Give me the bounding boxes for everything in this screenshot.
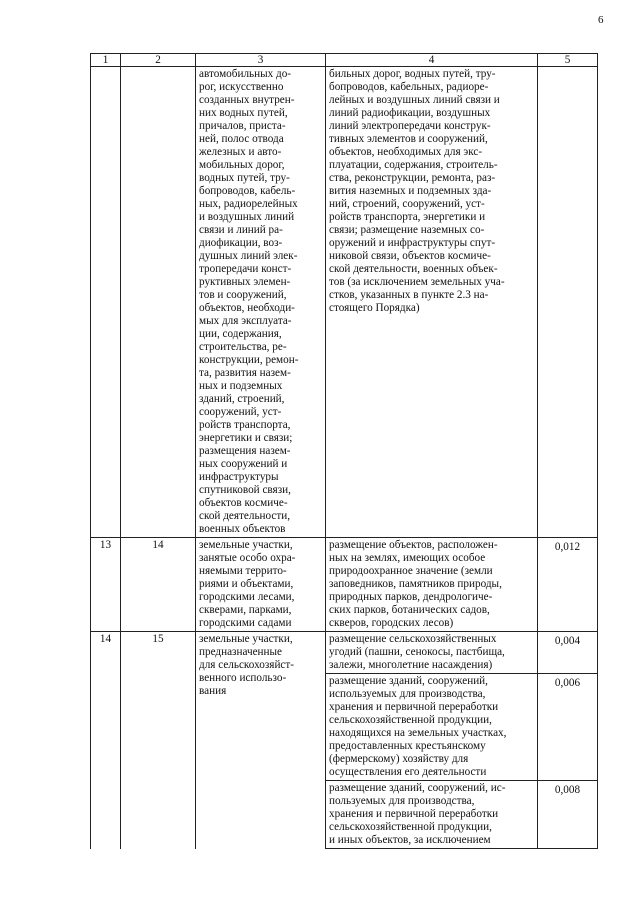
tariff-table (90, 53, 598, 849)
land-category-cell (196, 632, 326, 849)
usage-text: размещение сельскохозяйственных угодий (пашни, сенокосы, пастбища, залежи, многолетние насаждения) (329, 633, 505, 671)
usage-cell (326, 781, 538, 849)
table-row-13 (91, 538, 598, 632)
rate-cell (538, 538, 598, 632)
rate-cell (538, 781, 598, 849)
usage-cell (326, 632, 538, 674)
rate-value: 0,004 (554, 635, 581, 647)
page-number: 6 (598, 14, 604, 26)
header-col-3: 3 (196, 54, 326, 67)
land-category-text: земельные участки, предназначенные для сельскохозяйст- венного использо- вания (199, 633, 295, 697)
header-col-5: 5 (538, 54, 598, 67)
table-row-continued (91, 67, 598, 538)
usage-text: бильных дорог, водных путей, тру- бопроводов, кабельных, радиоре- лейных и воздушных линий связи и линий радиофикации, воздушных линий электропередачи конструк- тивных элементов и сооружений, объектов, необходимых для экс- плуатации, содержания, строитель- ства, реконструкции, ремонта, раз- вития наземных и подземных зда- ний, строений, сооружений, уст- ройств транспорта, энергетики и связи; размещение наземных со- оружений и инфраструктуры спут- никовой связи, объектов космиче- ской деятельности, военных объек- тов (за исключением земельных уча- стков, указанных в пункте 2.3 на- стоящего Порядка) (329, 68, 505, 314)
table-row-14 (91, 632, 598, 674)
rate-value: 0,012 (554, 541, 581, 553)
rate-cell (538, 674, 598, 781)
rate-value: 0,006 (554, 677, 581, 689)
header-col-1: 1 (91, 54, 121, 67)
code-cell: 15 (121, 632, 196, 849)
code-cell: 14 (121, 538, 196, 632)
rate-cell (538, 632, 598, 674)
rate-cell (538, 67, 598, 538)
row-number-cell (91, 67, 121, 538)
usage-text: размещение зданий, сооружений, используемых для производства, хранения и первичной переработки сельскохозяйственной продукции, находящихся на земельных участках, предоставленных крестьянскому (фермерскому) хозяйству для осуществления его деятельности (329, 675, 507, 778)
header-col-4: 4 (326, 54, 538, 67)
row-number-cell: 14 (91, 632, 121, 849)
usage-text: размещение зданий, сооружений, ис- пользуемых для производства, хранения и первичной переработки сельскохозяйственной продукции, и иных объектов, за исключением (329, 782, 506, 846)
rate-value: 0,008 (554, 784, 581, 796)
land-category-text: автомобильных до- рог, искусственно созданных внутрен- них водных путей, причалов, приста- ней, полос отвода железных и авто- мобильных дорог, водных путей, тру- бопроводов, кабель- ных, радиорелейных и воздушных линий связи и линий ра- диофикации, воз- душных линий элек- тропередачи конст- руктивных элемен- тов и сооружений, объектов, необходи- мых для эксплуата- ции, содержания, строительства, ре- конструкции, ремон- та, развития назем- ных и подземных зданий, строений, сооружений, уст- ройств транспорта, энергетики и связи; размещения назем- ных сооружений и инфраструктуры спутниковой связи, объектов космиче- ской деятельности, военных объектов (199, 68, 299, 535)
usage-cell (326, 538, 538, 632)
row-number-cell: 13 (91, 538, 121, 632)
table-header-row (91, 54, 598, 67)
land-category-text: земельные участки, занятые особо охра- няемыми террито- риями и объектами, городскими лесами, скверами, парками, городскими садами (199, 539, 296, 629)
header-col-2: 2 (121, 54, 196, 67)
code-cell (121, 67, 196, 538)
land-category-cell (196, 538, 326, 632)
usage-cell (326, 67, 538, 538)
usage-text: размещение объектов, расположен- ных на землях, имеющих особое природоохранное значение (земли заповедников, памятников природы, природных парков, дендрологиче- ских парков, ботанических садов, скверов, городских лесов) (329, 539, 502, 629)
usage-cell (326, 674, 538, 781)
land-category-cell (196, 67, 326, 538)
